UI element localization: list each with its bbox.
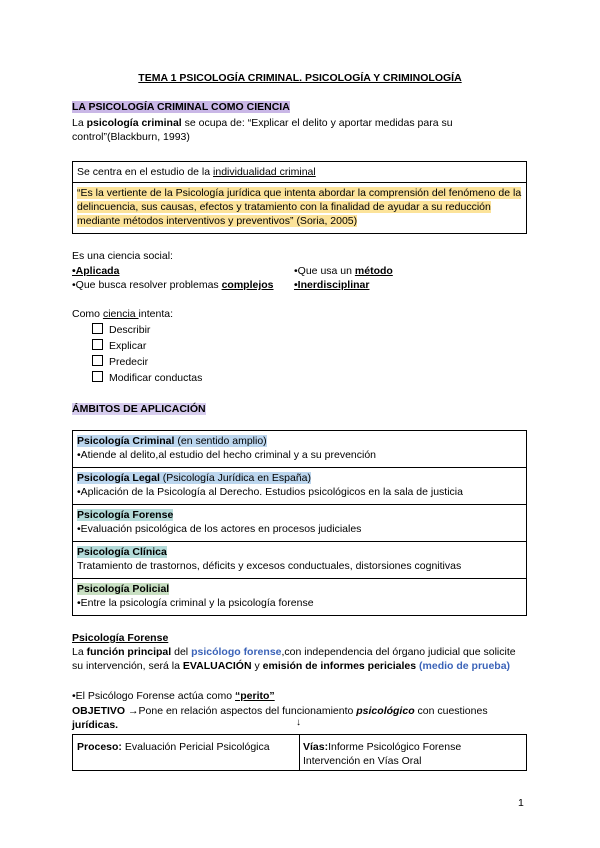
checklist-item: Modificar conductas (92, 371, 202, 387)
aplicada: •Aplicada (72, 265, 120, 277)
interdisciplinar: •Inerdisciplinar (294, 279, 370, 291)
checkbox-icon[interactable] (92, 339, 103, 350)
ambito-row: Psicología Legal (Psicología Jurídica en España) •Aplicación de la Psicología al Derecho. Estudios psicológicos en la sala de justicia (73, 468, 526, 505)
checkbox-icon[interactable] (92, 371, 103, 382)
section-heading-ambitos: ÁMBITOS DE APLICACIÓN (72, 403, 206, 415)
ambito-row: Psicología Forense •Evaluación psicológica de los actores en procesos judiciales (73, 505, 526, 542)
table-divider (299, 735, 300, 770)
checklist (92, 323, 202, 387)
objetivo-line: OBJETIVO →Pone en relación aspectos del funcionamiento psicológico con cuestiones jurídicas. (72, 705, 488, 731)
ciencia-label: Como ciencia intenta: (72, 308, 173, 320)
arrow-down-icon: ↓ (296, 717, 301, 728)
ambito-row: Psicología Clínica Tratamiento de trastornos, déficits y excesos conductuales, distorsiones cognitivas (73, 542, 526, 579)
checklist-item: Explicar (92, 339, 202, 355)
ambito-row: Psicología Criminal (en sentido amplio) •Atiende al delito,al estudio del hecho criminal y a su prevención (73, 431, 526, 468)
perito-line: •El Psicólogo Forense actúa como “perito” (72, 690, 275, 702)
checklist-item: Predecir (92, 355, 202, 371)
forense-heading: Psicología Forense (72, 632, 169, 644)
proceso-cell: Proceso: Evaluación Pericial Psicológica (77, 741, 270, 753)
checkbox-icon[interactable] (92, 355, 103, 366)
definition-row-1: Se centra en el estudio de la individualidad criminal (73, 162, 526, 183)
ambitos-table (72, 430, 527, 616)
forense-paragraph: La función principal del psicólogo forense,con independencia del órgano judicial que solicite su intervención, será la EVALUACIÓN y emisión de informes periciales (medio de prueba) (72, 646, 516, 672)
section-heading-ciencia: LA PSICOLOGÍA CRIMINAL COMO CIENCIA (72, 101, 290, 113)
checklist-item: Describir (92, 323, 202, 339)
proceso-table (72, 734, 527, 771)
ambito-row: Psicología Policial •Entre la psicología criminal y la psicología forense (77, 583, 314, 609)
complejos: •Que busca resolver problemas complejos (72, 279, 274, 291)
metodo: •Que usa un método (294, 265, 393, 277)
vias-cell: Vías:Informe Psicológico Forense Intervención en Vías Oral (303, 741, 462, 767)
definition-row-2: “Es la vertiente de la Psicología jurídica que intenta abordar la comprensión del fenómeno de la delincuencia, sus causas, efectos y tratamiento con la finalidad de ayudar a su reducción mediante métodos interventivos y preventivos” (Soria, 2005) (77, 187, 522, 227)
definition-box (72, 161, 527, 234)
page-number: 1 (518, 797, 524, 809)
checkbox-icon[interactable] (92, 323, 103, 334)
intro-paragraph: La psicología criminal se ocupa de: “Explicar el delito y aportar medidas para su control”(Blackburn, 1993) (72, 117, 453, 143)
social-label: Es una ciencia social: (72, 250, 173, 262)
page-title: TEMA 1 PSICOLOGÍA CRIMINAL. PSICOLOGÍA Y CRIMINOLOGÍA (138, 72, 462, 84)
